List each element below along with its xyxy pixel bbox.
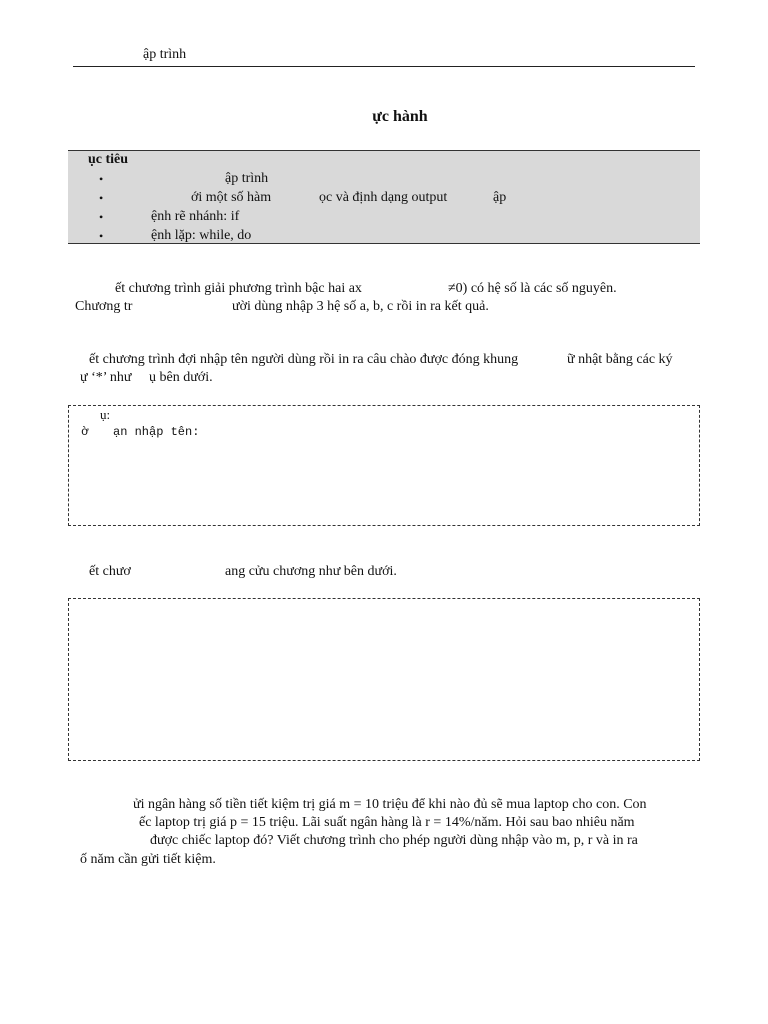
example-label: ụ: bbox=[100, 407, 111, 422]
exercise3-text: ết chươ bbox=[89, 564, 131, 579]
multiplication-table-box bbox=[68, 598, 700, 761]
header-title: ập trình bbox=[143, 47, 187, 62]
example-output-line: ờ bbox=[81, 425, 89, 439]
exercise4-text: ố năm cần gửi tiết kiệm. bbox=[80, 852, 216, 867]
bullet-icon: • bbox=[99, 191, 104, 205]
exercise4-text: ửi ngân hàng số tiền tiết kiệm trị giá m = 10 triệu để khi nào đủ sẽ mua laptop cho con. Con bbox=[133, 797, 647, 812]
exercise1-text: Chương tr bbox=[75, 299, 133, 314]
exercise2-text: ự ‘*’ như bbox=[80, 370, 132, 385]
exercise3-text: ang cửu chương như bên dưới. bbox=[225, 564, 397, 579]
page-title: ực hành bbox=[372, 108, 428, 125]
objectives-heading: ục tiêu bbox=[88, 152, 129, 167]
exercise2-text: ữ nhật bằng các ký bbox=[567, 352, 673, 367]
objective-item: ệnh lặp: while, do bbox=[151, 228, 252, 243]
bullet-icon: • bbox=[99, 229, 104, 243]
exercise4-text: ếc laptop trị giá p = 15 triệu. Lãi suất ngân hàng là r = 14%/năm. Hỏi sau bao nhiêu năm bbox=[139, 815, 635, 830]
exercise1-text: ết chương trình giải phương trình bậc hai ax bbox=[115, 281, 362, 296]
exercise1-text: ười dùng nhập 3 hệ số a, b, c rồi in ra kết quả. bbox=[232, 299, 489, 314]
exercise1-text: ≠0) có hệ số là các số nguyên. bbox=[448, 281, 617, 296]
objectives-box bbox=[68, 150, 700, 244]
bullet-icon: • bbox=[99, 210, 104, 224]
bullet-icon: • bbox=[99, 172, 104, 186]
example-output-line: ạn nhập tên: bbox=[113, 425, 200, 439]
exercise2-text: ụ bên dưới. bbox=[149, 370, 213, 385]
objective-item: ệnh rẽ nhánh: if bbox=[151, 209, 240, 224]
objective-item: ập bbox=[493, 190, 507, 205]
exercise2-text: ết chương trình đợi nhập tên người dùng rồi in ra câu chào được đóng khung bbox=[89, 352, 519, 367]
header-divider bbox=[73, 66, 695, 67]
exercise4-text: được chiếc laptop đó? Viết chương trình cho phép người dùng nhập vào m, p, r và in ra bbox=[150, 833, 638, 848]
objective-item: ới một số hàm bbox=[191, 190, 272, 205]
example-output-box bbox=[68, 405, 700, 526]
objective-item: ọc và định dạng output bbox=[319, 190, 448, 205]
objective-item: ập trình bbox=[225, 171, 269, 186]
